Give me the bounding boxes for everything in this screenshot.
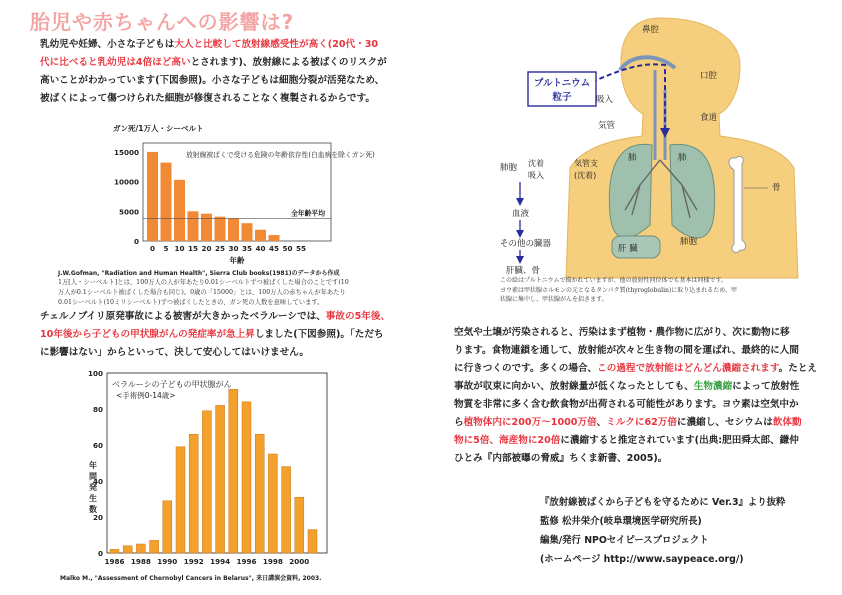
credits-supervisor: 監修 松井栄介(岐阜環境医学研究所長) [540, 516, 702, 527]
chart1-bar [161, 163, 172, 241]
chart1-x-tick: 35 [241, 244, 253, 253]
chart1-note-line: 1万[人・シーベルト]とは、100万人の人が年あたり0.01シーベルトずつ被ばくした場合のことです(10 [58, 279, 349, 286]
chart2-bar [242, 402, 251, 553]
label-alveolus-left: 肺胞 [500, 163, 518, 173]
chernobyl-text: チェルノブイリ原発事故による被害が大きかったベラルーシでは、 [40, 311, 326, 322]
chart1-source: J.W.Gofman, "Radiation and Human Health", Sierra Club books(1981)のデータから作成 [58, 270, 340, 277]
age-risk-chart [108, 120, 375, 266]
chart2-title: ベラルーシの子どもの甲状腺がん [112, 380, 232, 389]
label-esophagus: 食道 [700, 113, 718, 123]
intro-highlight: 代に比べると乳幼児は4倍ほど高い [40, 57, 191, 68]
contamination-text: に濃縮し、セシウムは [677, 417, 773, 428]
chart2-y-tick: 80 [92, 405, 103, 414]
chart1-x-tick: 40 [255, 244, 266, 253]
intro-text: 乳幼児や妊婦、小さな子どもは [40, 39, 175, 50]
chart2-x-tick: 1988 [130, 557, 151, 566]
chart2-x-tick: 1986 [104, 557, 125, 566]
label-oral: 口腔 [700, 71, 718, 81]
label-lung-left: 肺 [628, 153, 637, 163]
page-title: 胎児や赤ちゃんへの影響は? [30, 10, 295, 34]
chart2-bar [268, 454, 277, 553]
chart2-subtitle: <手術例0-14歳> [116, 391, 176, 400]
label-nasal: 鼻腔 [642, 25, 660, 35]
credits-block [540, 493, 785, 569]
chart2-x-tick: 1994 [210, 557, 231, 566]
contamination-text: 事故が収束に向かい、放射線量が低くなったとしても、 [454, 381, 694, 392]
contamination-text: ら [454, 417, 464, 428]
chart1-bar [147, 152, 158, 241]
flow-arrow-2-head [516, 230, 524, 238]
diagram-caption-line: ヨウ素は甲状腺ホルモンの元となるタンパク質(thyroglobulin)に取り込まれるため、甲 [500, 286, 737, 294]
chart2-bar [189, 434, 198, 553]
label-deposit-inhale: 沈着吸入 [528, 159, 544, 180]
chart1-bar [201, 214, 212, 241]
chart1-average-label: 全年齢平均 [291, 209, 325, 218]
chart1-y-tick: 10000 [113, 177, 139, 187]
label-liver-bone: 肝臓、骨 [506, 266, 541, 276]
chart1-title: 放射線被ばくで受ける危険の年齢依存性(白血病を除くガン死) [186, 151, 375, 159]
chart2-y-tick: 0 [97, 549, 103, 558]
label-other-organs: その他の臓器 [500, 239, 552, 249]
chart1-x-tick: 25 [214, 244, 226, 253]
chart2-y-tick: 60 [92, 441, 103, 450]
intro-paragraph [40, 36, 400, 108]
contamination-text: 、 [596, 417, 607, 428]
chernobyl-paragraph [40, 308, 410, 362]
label-bronchi: 気管支(沈着) [574, 159, 598, 180]
chart1-y-tick: 5000 [118, 207, 139, 217]
contamination-highlight: この過程で放射能はどんどん濃縮されます [597, 363, 779, 374]
chart1-x-tick: 15 [187, 244, 199, 253]
chart1-x-tick: 30 [228, 244, 239, 253]
chart2-x-tick: 1998 [262, 557, 283, 566]
chart1-bar [215, 217, 226, 241]
body-diagram [500, 10, 820, 280]
chart2-bar [255, 434, 264, 553]
chart2-bar [176, 447, 185, 553]
chart2-bar [110, 549, 119, 553]
plutonium-particle-label: プルトニウム粒子 [533, 78, 591, 103]
chart2-ylabel: 年間発生数 [89, 461, 97, 514]
contamination-text: に行きつくのです。多くの場合、 [454, 363, 598, 374]
label-alveolus: 肺胞 [680, 237, 698, 247]
chart1-ylabel: ガン死/1万人・シーベルト [113, 124, 204, 133]
contamination-paragraph [454, 324, 829, 468]
chart1-x-tick: 45 [268, 244, 280, 253]
chart2-x-tick: 1990 [157, 557, 178, 566]
contamination-text: によって放射性 [732, 381, 800, 392]
chart1-x-tick: 50 [282, 244, 293, 253]
credits-source: 『放射線被ばくから子どもを守るために Ver.3』より抜粋 [540, 497, 786, 508]
chart2-y-tick: 100 [87, 369, 103, 378]
label-lung-right: 肺 [678, 153, 687, 163]
contamination-text: ひとみ『内部被曝の脅威』ちくま新書、2005)。 [454, 453, 668, 464]
chart2-bar [282, 467, 291, 553]
chart1-y-tick: 0 [133, 237, 139, 246]
chart2-x-tick: 2000 [289, 557, 310, 566]
chernobyl-highlight: 10年後から子どもの甲状腺がんの発症率が急上昇 [40, 329, 255, 340]
intro-highlight: 大人と比較して放射線感受性が高く(20代・30 [174, 39, 379, 50]
chart2-bar [216, 405, 225, 553]
chart2-x-tick: 1992 [183, 557, 204, 566]
contamination-highlight: ミルクに62万倍 [606, 417, 677, 428]
chart1-bar [174, 180, 185, 241]
diagram-caption-line: 状腺に集中し、甲状腺がんを招きます。 [500, 296, 608, 303]
label-inhale: 吸入 [596, 95, 614, 105]
chart1-bar [242, 223, 253, 241]
label-bone: 骨 [772, 183, 781, 193]
contamination-text: ります。食物連鎖を通して、放射能が次々と生き物の間を運ばれ、最終的に人間 [454, 345, 799, 356]
diagram-caption [500, 276, 737, 305]
credits-publisher: 編集/発行 NPOセイピースプロジェクト [540, 535, 709, 546]
contamination-green: 生物濃縮 [693, 381, 733, 392]
contamination-highlight: 物に5倍、海産物に20倍 [454, 435, 561, 446]
diagram-caption-line: この絵はプルトニウムで描かれていますが、他の放射性同位体でも基本は同様です。 [500, 277, 727, 284]
chart1-note-line: 0.01シーベルト(10ミリシーベルト)ずつ被ばくしたときの、ガン死の人数を意味しています。 [58, 299, 324, 306]
chart2-bar [123, 546, 132, 553]
chart1-bar [228, 218, 239, 241]
contamination-text: 空気や土壌が汚染されると、汚染はまず植物・農作物に広がり、次に動物に移 [454, 327, 790, 338]
chart2-bar [295, 497, 304, 553]
chernobyl-text: に影響はない」からといって、決して安心してはいけません。 [40, 347, 310, 358]
label-liver: 肝 臓 [618, 244, 638, 254]
intro-text: とされます)、放射線による被ばくのリスクが [190, 57, 387, 68]
chart1-bar [269, 235, 280, 241]
chernobyl-highlight: 事故の5年後、 [325, 311, 391, 322]
chart1-xlabel: 年齢 [229, 256, 245, 265]
contamination-text: 物質を非常に多く含む飲食物が出荷される可能性があります。ヨウ素は空気中か [454, 399, 799, 410]
label-blood: 血液 [512, 209, 530, 219]
chart1-x-tick: 20 [201, 244, 212, 253]
chart1-bar [188, 211, 199, 241]
chart2-bar [163, 501, 172, 553]
chart2-bar [150, 540, 159, 553]
intro-text: 高いことがわかっています(下図参照)。小さな子どもは細胞分裂が活発なため、 [40, 75, 385, 86]
chart2-y-tick: 20 [92, 513, 103, 522]
label-trachea: 気管 [598, 121, 616, 131]
chart2-bar [136, 544, 145, 553]
chart1-x-tick: 5 [163, 244, 169, 253]
credits-homepage: (ホームページ http://www.saypeace.org/) [540, 554, 744, 565]
flow-arrow-3-head [516, 256, 524, 264]
chart1-x-tick: 10 [174, 244, 185, 253]
chart2-source: Malko M., "Assessment of Chernobyl Cancers in Belarus", 来日講演会資料, 2003. [60, 575, 322, 582]
contamination-text: 。たとえ [778, 363, 818, 374]
chart2-bar [202, 411, 211, 553]
chart1-bar [255, 230, 266, 241]
chart1-x-tick: 55 [295, 244, 307, 253]
chart2-x-tick: 1996 [236, 557, 257, 566]
chart2-bar [229, 389, 238, 553]
chernobyl-text: しました(下図参照)。「ただち [254, 329, 384, 340]
chart1-x-tick: 0 [149, 244, 156, 253]
contamination-highlight: 植物体内に200万〜1000万倍 [463, 417, 597, 428]
chart1-y-tick: 15000 [113, 147, 139, 157]
flow-arrow-1-head [516, 198, 524, 206]
contamination-text: に濃縮すると推定されています(出典:肥田舜太郎、鎌仲 [560, 435, 799, 446]
intro-text: 被ばくによって傷つけられた細胞が修復されることなく複製されるからです。 [40, 93, 375, 104]
contamination-highlight: 飲体動 [772, 417, 802, 428]
chart1-note [58, 278, 349, 308]
chart2-bar [308, 530, 317, 553]
thyroid-cancer-chart [82, 368, 342, 568]
chart2-y-tick: 40 [92, 477, 103, 486]
chart1-note-line: 万人が0.1シーベルト被ばくした場合も同じ)。0歳の「15000」とは、100万人の赤ちゃんが年あたり [58, 289, 346, 296]
